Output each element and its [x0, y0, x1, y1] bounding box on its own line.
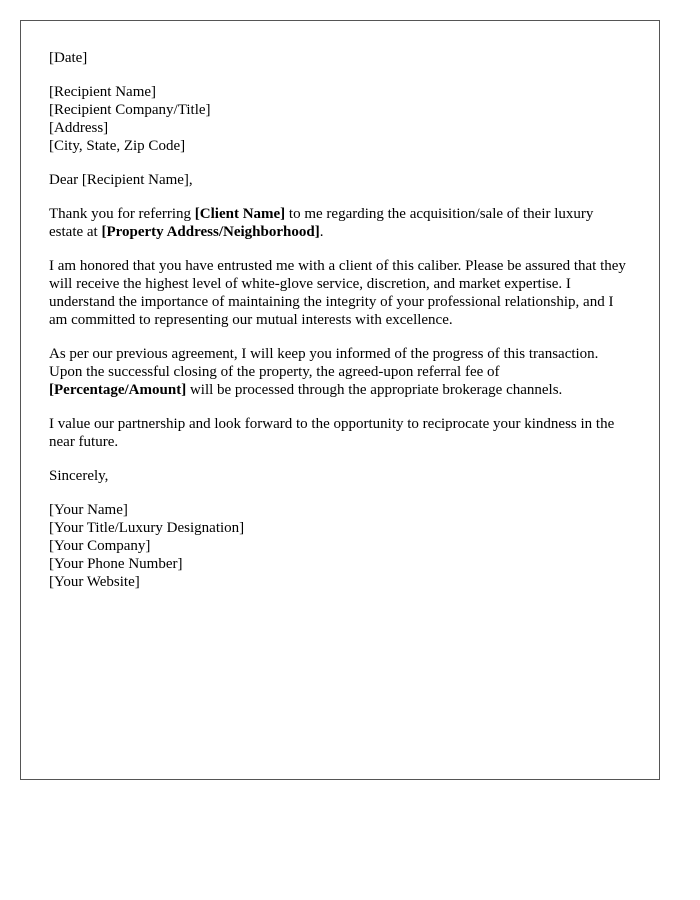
- fee-placeholder: [Percentage/Amount]: [49, 382, 187, 398]
- sender-name: [Your Name]: [49, 502, 128, 518]
- recipient-city-state-zip: [City, State, Zip Code]: [49, 138, 186, 154]
- closing-block: [49, 467, 631, 485]
- paragraph-1-text-b: to me regarding the acquisition/sale of their luxury estate at: [49, 206, 594, 240]
- salutation: Dear [Recipient Name],: [49, 172, 193, 188]
- paragraph-1-text-a: Thank you for referring: [49, 206, 195, 222]
- closing: Sincerely,: [49, 468, 109, 484]
- paragraph-agreement: [49, 345, 631, 399]
- salutation-block: [49, 171, 631, 189]
- paragraph-3-text-b: will be processed through the appropriate brokerage channels.: [186, 382, 563, 398]
- property-placeholder: [Property Address/Neighborhood]: [101, 224, 320, 240]
- letter-page: [20, 20, 660, 780]
- paragraph-3-text-a: As per our previous agreement, I will keep you informed of the progress of this transaction. Upon the successful closing of the property, the agreed-upon referral fee of: [49, 346, 599, 380]
- date-block: [49, 49, 631, 67]
- paragraph-referral-thanks: [49, 205, 631, 241]
- sender-phone: [Your Phone Number]: [49, 556, 183, 572]
- paragraph-4: I value our partnership and look forward to the opportunity to reciprocate your kindness in the near future.: [49, 416, 615, 450]
- client-name-placeholder: [Client Name]: [194, 206, 286, 222]
- sender-title: [Your Title/Luxury Designation]: [49, 520, 245, 536]
- paragraph-partnership: [49, 415, 631, 451]
- paragraph-1-text-c: .: [319, 224, 324, 240]
- paragraph-commitment: [49, 257, 631, 329]
- recipient-address: [Address]: [49, 120, 109, 136]
- signature-block: [49, 501, 631, 591]
- recipient-name: [Recipient Name]: [49, 84, 157, 100]
- sender-website: [Your Website]: [49, 574, 140, 590]
- paragraph-3: [49, 345, 631, 399]
- paragraph-2: I am honored that you have entrusted me with a client of this caliber. Please be assured that they will receive the highest level of white-glove service, discretion, and market expertise. I understand the importance of maintaining the integrity of your professional relationship, and I am committed to representing our mutual interests with excellence.: [49, 258, 626, 328]
- recipient-address-block: [49, 83, 631, 155]
- recipient-company-title: [Recipient Company/Title]: [49, 102, 211, 118]
- letter-date: [Date]: [49, 50, 88, 66]
- paragraph-1: [49, 205, 631, 241]
- sender-company: [Your Company]: [49, 538, 151, 554]
